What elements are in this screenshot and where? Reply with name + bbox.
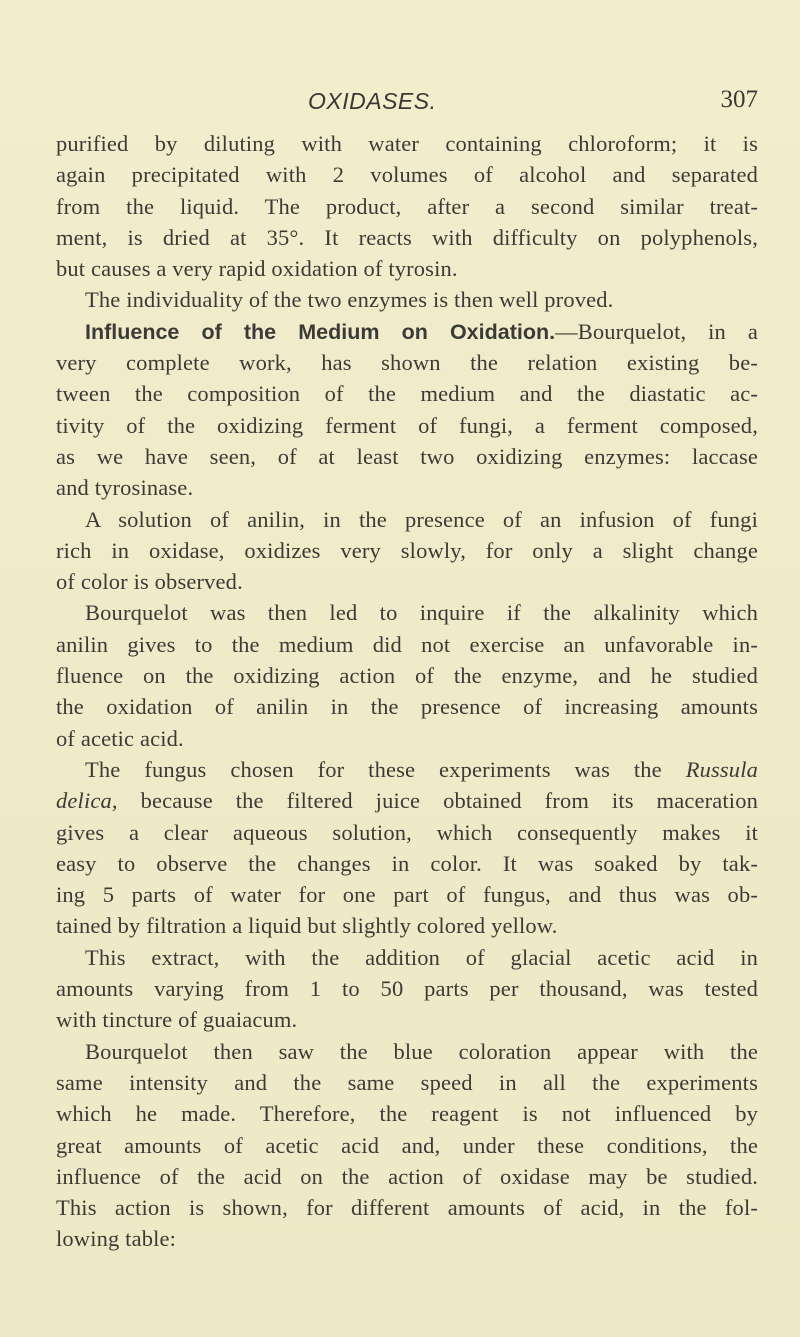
text-line — [56, 754, 758, 785]
section-heading: Influence of the Medium on Oxidation. — [85, 319, 556, 344]
text-line: from the liquid. The product, after a second similar treat- — [56, 193, 758, 219]
text-line — [56, 785, 758, 816]
text-line: as we have seen, of at least two oxidizing enzymes: laccase — [56, 443, 758, 469]
text-line: great amounts of acetic acid and, under these conditions, the — [56, 1132, 758, 1158]
text-run: —Bourquelot, in a — [555, 318, 758, 344]
running-head — [56, 88, 758, 122]
text-line: again precipitated with 2 volumes of alcohol and separated — [56, 162, 758, 188]
text-line: A solution of anilin, in the presence of an infusion of fungi — [85, 506, 758, 532]
text-line: tivity of the oxidizing ferment of fungi, a ferment composed, — [56, 412, 758, 438]
text-line: This action is shown, for different amounts of acid, in the fol- — [56, 1195, 758, 1221]
text-line: ing 5 parts of water for one part of fungus, and thus was ob- — [56, 882, 758, 908]
text-line: This extract, with the addition of glacial acetic acid in — [85, 944, 758, 970]
text-run: The fungus chosen for these experiments was the — [85, 756, 686, 782]
text-line: same intensity and the same speed in all the experiments — [56, 1069, 758, 1095]
text-run: because the filtered juice obtained from its maceration — [117, 788, 758, 814]
text-line: and tyrosinase. — [56, 475, 194, 501]
text-line: amounts varying from 1 to 50 parts per thousand, was tested — [56, 976, 758, 1002]
text-line: The individuality of the two enzymes is then well proved. — [85, 287, 614, 313]
section-heading-line — [56, 316, 758, 347]
running-head-title: OXIDASES. — [308, 88, 437, 114]
text-line: the oxidation of anilin in the presence of increasing amounts — [56, 694, 758, 720]
text-line: rich in oxidase, oxidizes very slowly, for only a slight change — [56, 537, 758, 563]
text-line: of acetic acid. — [56, 725, 184, 751]
text-line: ment, is dried at 35°. It reacts with difficulty on polyphenols, — [56, 224, 758, 250]
text-line: easy to observe the changes in color. It was soaked by tak- — [56, 850, 758, 876]
text-line: tained by filtration a liquid but slightly colored yellow. — [56, 913, 558, 939]
text-line: Bourquelot then saw the blue coloration appear with the — [85, 1038, 758, 1064]
text-line: lowing table: — [56, 1226, 177, 1252]
text-line: with tincture of guaiacum. — [56, 1007, 298, 1033]
text-line: but causes a very rapid oxidation of tyrosin. — [56, 256, 458, 282]
text-line: influence of the acid on the action of oxidase may be studied. — [56, 1163, 758, 1189]
text-line: anilin gives to the medium did not exercise an unfavorable in- — [56, 631, 758, 657]
species-name: delica, — [56, 788, 118, 814]
page-number: 307 — [720, 86, 758, 113]
text-line: tween the composition of the medium and the diastatic ac- — [56, 381, 758, 407]
text-line: of color is observed. — [56, 569, 243, 595]
species-name: Russula — [685, 756, 758, 782]
text-line: which he made. Therefore, the reagent is not influenced by — [56, 1101, 758, 1127]
body-text — [56, 128, 758, 1255]
text-line: purified by diluting with water containing chloroform; it is — [56, 131, 758, 156]
text-line: Bourquelot was then led to inquire if the alkalinity which — [85, 600, 758, 626]
text-line: very complete work, has shown the relation existing be- — [56, 350, 758, 376]
text-line: fluence on the oxidizing action of the enzyme, and he studied — [56, 663, 758, 689]
text-line: gives a clear aqueous solution, which consequently makes it — [56, 819, 758, 845]
